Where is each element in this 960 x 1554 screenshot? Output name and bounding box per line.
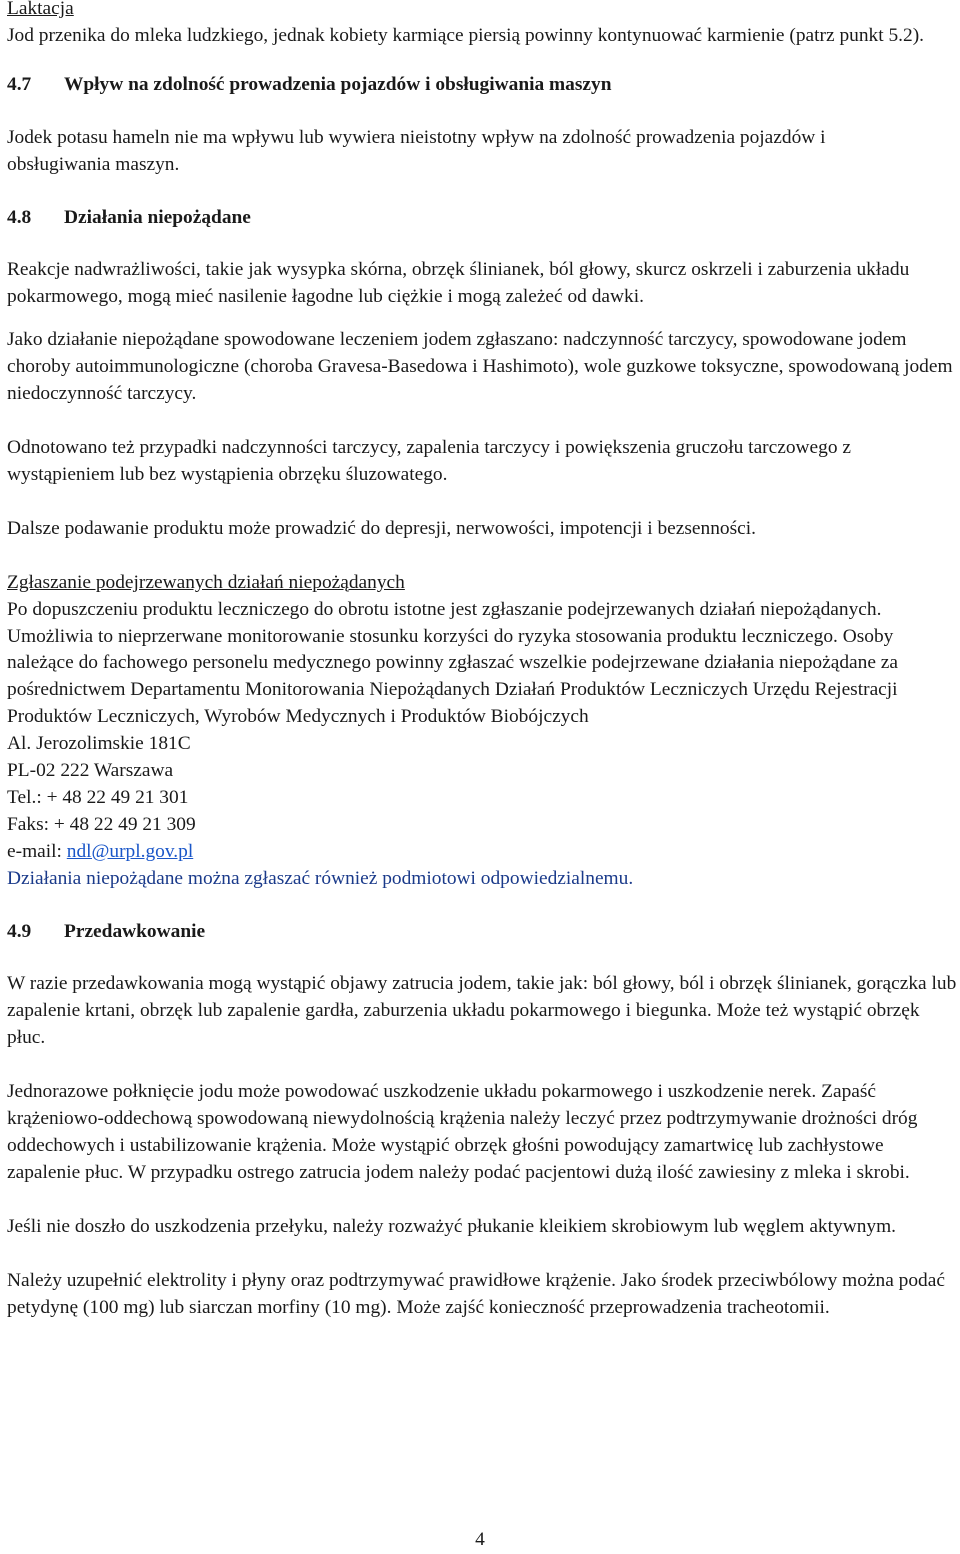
reporting-email-line bbox=[7, 839, 957, 866]
reporting-email-label: e-mail: bbox=[7, 840, 67, 862]
reporting-fax: Faks: + 48 22 49 21 309 bbox=[7, 813, 196, 835]
reporting-heading: Zgłaszanie podejrzewanych działań niepożądanych bbox=[7, 571, 405, 593]
section-4-8-title: Działania niepożądane bbox=[64, 206, 251, 228]
reporting-text: Po dopuszczeniu produktu leczniczego do obrotu istotne jest zgłaszanie podejrzewanych działań niepożądanych. Umożliwia to nieprzerwane monitorowanie stosunku korzyści do ryzyka stosowania produktu leczniczego. Osoby należące do fachowego personelu medycznego powinny zgłaszać wszelkie podejrzewane działania niepożądane za pośrednictwem Departamentu Monitorowania Niepożądanych Działań Produktów Leczniczych Urzędu Rejestracji Produktów Leczniczych, Wyrobów Medycznych i Produktów Biobójczych bbox=[7, 598, 898, 728]
reporting-address-street: Al. Jerozolimskie 181C bbox=[7, 733, 191, 755]
reporting-email-link[interactable]: ndl@urpl.gov.pl bbox=[66, 840, 194, 862]
section-4-7-text: Jodek potasu hameln nie ma wpływu lub wywiera nieistotny wpływ na zdolność prowadzenia pojazdów i obsługiwania maszyn. bbox=[7, 126, 826, 175]
section-4-9-p4: Należy uzupełnić elektrolity i płyny oraz podtrzymywać prawidłowe krążenie. Jako środek przeciwbólowy można podać petydynę (100 mg) lub siarczan morfiny (10 mg). Może zajść konieczność przeprowadzenia tracheotomii. bbox=[7, 1269, 945, 1318]
section-4-8-p1: Reakcje nadwrażliwości, takie jak wysypka skórna, obrzęk ślinianek, ból głowy, skurcz oskrzeli i zaburzenia układu pokarmowego, mogą mieć nasilenie łagodne lub ciężkie i mogą zależeć od dawki. bbox=[7, 259, 910, 308]
lactation-heading: Laktacja bbox=[7, 0, 74, 19]
section-4-8-heading bbox=[7, 205, 957, 232]
lactation-text: Jod przenika do mleka ludzkiego, jednak kobiety karmiące piersią powinny kontynuować karmienie (patrz punkt 5.2). bbox=[7, 24, 925, 46]
reporting-address-city: PL-02 222 Warszawa bbox=[7, 760, 174, 782]
section-4-8-p2: Jako działanie niepożądane spowodowane leczeniem jodem zgłaszano: nadczynność tarczycy, spowodowane jodem choroby autoimmunologiczne (choroba Gravesa-Basedowa i Hashimoto), wole guzkowe toksyczne, spowodowaną jodem niedoczynność tarczycy. bbox=[7, 329, 953, 405]
reporting-footer: Działania niepożądane można zgłaszać również podmiotowi odpowiedzialnemu. bbox=[7, 867, 634, 889]
section-4-7-title: Wpływ na zdolność prowadzenia pojazdów i obsługiwania maszyn bbox=[64, 73, 612, 95]
reporting-phone: Tel.: + 48 22 49 21 301 bbox=[7, 786, 189, 808]
section-4-7-heading bbox=[7, 72, 957, 99]
section-4-9-p2: Jednorazowe połknięcie jodu może powodować uszkodzenie układu pokarmowego i uszkodzenie nerek. Zapaść krążeniowo-oddechową spowodowaną niewydolnością krążenia należy leczyć przez podtrzymywanie drożności dróg oddechowych i ustabilizowanie krążenia. Może wystąpić obrzęk głośni powodujący zamartwicę lub zachłystowe zapalenie płuc. W przypadku ostrego zatrucia jodem należy podać pacjentowi dużą ilość zawiesiny z mleka i skrobi. bbox=[7, 1081, 918, 1183]
section-4-9-heading bbox=[7, 919, 957, 946]
page-number: 4 bbox=[475, 1529, 485, 1550]
section-4-7-number: 4.7 bbox=[7, 73, 32, 95]
section-4-9-p3: Jeśli nie doszło do uszkodzenia przełyku, należy rozważyć płukanie kleikiem skrobiowym lub węglem aktywnym. bbox=[7, 1215, 897, 1237]
section-4-9-title: Przedawkowanie bbox=[64, 920, 206, 942]
section-4-8-number: 4.8 bbox=[7, 206, 32, 228]
section-4-8-p3: Odnotowano też przypadki nadczynności tarczycy, zapalenia tarczycy i powiększenia gruczołu tarczowego z wystąpieniem lub bez wystąpienia obrzęku śluzowatego. bbox=[7, 436, 851, 485]
section-4-8-p4: Dalsze podawanie produktu może prowadzić do depresji, nerwowości, impotencji i bezsenności. bbox=[7, 517, 757, 539]
section-4-9-number: 4.9 bbox=[7, 920, 32, 942]
document-page bbox=[7, 0, 957, 1322]
section-4-9-p1: W razie przedawkowania mogą wystąpić objawy zatrucia jodem, takie jak: ból głowy, ból i obrzęk ślinianek, gorączka lub zapalenie krtani, obrzęk lub zapalenie gardła, zaburzenia układu pokarmowego i biegunka. Może też wystąpić obrzęk płuc. bbox=[7, 973, 957, 1049]
